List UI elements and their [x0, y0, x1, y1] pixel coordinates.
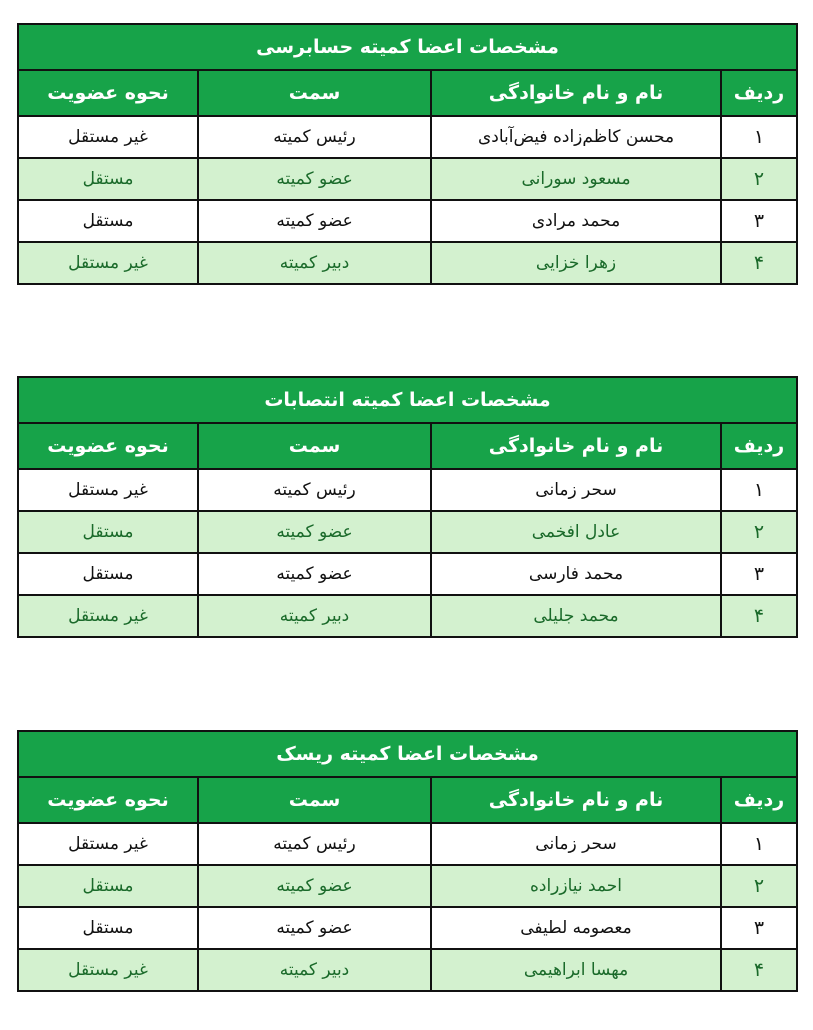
cell-name: محمد مرادی: [431, 200, 721, 242]
table-row: [18, 242, 797, 284]
table-row: [18, 200, 797, 242]
cell-name: احمد نیازراده: [431, 865, 721, 907]
cell-name: معصومه لطیفی: [431, 907, 721, 949]
table-title: مشخصات اعضا کمیته ریسک: [18, 731, 797, 777]
cell-role: رئیس کمیته: [198, 116, 431, 158]
table-row: [18, 595, 797, 637]
cell-index: ۲: [721, 865, 797, 907]
table-row: [18, 469, 797, 511]
cell-membership: مستقل: [18, 200, 198, 242]
table-row: [18, 553, 797, 595]
cell-index: ۱: [721, 823, 797, 865]
table-title-row: [18, 377, 797, 423]
header-index: ردیف: [721, 777, 797, 823]
table-row: [18, 158, 797, 200]
header-role: سمت: [198, 423, 431, 469]
cell-index: ۱: [721, 469, 797, 511]
cell-name: مهسا ابراهیمی: [431, 949, 721, 991]
cell-membership: غیر مستقل: [18, 949, 198, 991]
cell-role: عضو کمیته: [198, 553, 431, 595]
cell-role: عضو کمیته: [198, 158, 431, 200]
cell-membership: غیر مستقل: [18, 242, 198, 284]
table-row: [18, 949, 797, 991]
table-title: مشخصات اعضا کمیته انتصابات: [18, 377, 797, 423]
cell-membership: مستقل: [18, 553, 198, 595]
table-header-row: [18, 70, 797, 116]
risk-committee-table: [17, 730, 798, 992]
header-name: نام و نام خانوادگی: [431, 777, 721, 823]
header-name: نام و نام خانوادگی: [431, 70, 721, 116]
cell-name: زهرا خزایی: [431, 242, 721, 284]
appointments-committee-table: [17, 376, 798, 638]
cell-index: ۳: [721, 200, 797, 242]
cell-role: عضو کمیته: [198, 511, 431, 553]
cell-role: رئیس کمیته: [198, 469, 431, 511]
cell-name: محمد فارسی: [431, 553, 721, 595]
cell-role: عضو کمیته: [198, 865, 431, 907]
cell-role: دبیر کمیته: [198, 242, 431, 284]
header-name: نام و نام خانوادگی: [431, 423, 721, 469]
cell-role: رئیس کمیته: [198, 823, 431, 865]
cell-name: محمد جلیلی: [431, 595, 721, 637]
table-title-row: [18, 731, 797, 777]
cell-role: دبیر کمیته: [198, 949, 431, 991]
cell-index: ۱: [721, 116, 797, 158]
header-role: سمت: [198, 70, 431, 116]
header-membership: نحوه عضویت: [18, 423, 198, 469]
cell-membership: مستقل: [18, 865, 198, 907]
table-row: [18, 823, 797, 865]
audit-committee-table: [17, 23, 798, 285]
cell-name: محسن کاظم‌زاده فیض‌آبادی: [431, 116, 721, 158]
cell-index: ۳: [721, 907, 797, 949]
table-row: [18, 511, 797, 553]
header-role: سمت: [198, 777, 431, 823]
cell-role: عضو کمیته: [198, 907, 431, 949]
header-membership: نحوه عضویت: [18, 777, 198, 823]
header-membership: نحوه عضویت: [18, 70, 198, 116]
table-title-row: [18, 24, 797, 70]
cell-membership: مستقل: [18, 511, 198, 553]
cell-role: عضو کمیته: [198, 200, 431, 242]
cell-name: سحر زمانی: [431, 469, 721, 511]
table-row: [18, 907, 797, 949]
cell-membership: غیر مستقل: [18, 823, 198, 865]
cell-membership: غیر مستقل: [18, 469, 198, 511]
cell-role: دبیر کمیته: [198, 595, 431, 637]
header-index: ردیف: [721, 423, 797, 469]
table-title: مشخصات اعضا کمیته حسابرسی: [18, 24, 797, 70]
cell-membership: مستقل: [18, 158, 198, 200]
cell-index: ۴: [721, 949, 797, 991]
table-row: [18, 116, 797, 158]
cell-index: ۴: [721, 242, 797, 284]
table-header-row: [18, 777, 797, 823]
cell-name: سحر زمانی: [431, 823, 721, 865]
table-row: [18, 865, 797, 907]
cell-membership: غیر مستقل: [18, 595, 198, 637]
cell-name: عادل افخمی: [431, 511, 721, 553]
cell-index: ۲: [721, 511, 797, 553]
cell-name: مسعود سورانی: [431, 158, 721, 200]
cell-membership: غیر مستقل: [18, 116, 198, 158]
cell-index: ۴: [721, 595, 797, 637]
header-index: ردیف: [721, 70, 797, 116]
cell-index: ۳: [721, 553, 797, 595]
cell-index: ۲: [721, 158, 797, 200]
cell-membership: مستقل: [18, 907, 198, 949]
table-header-row: [18, 423, 797, 469]
